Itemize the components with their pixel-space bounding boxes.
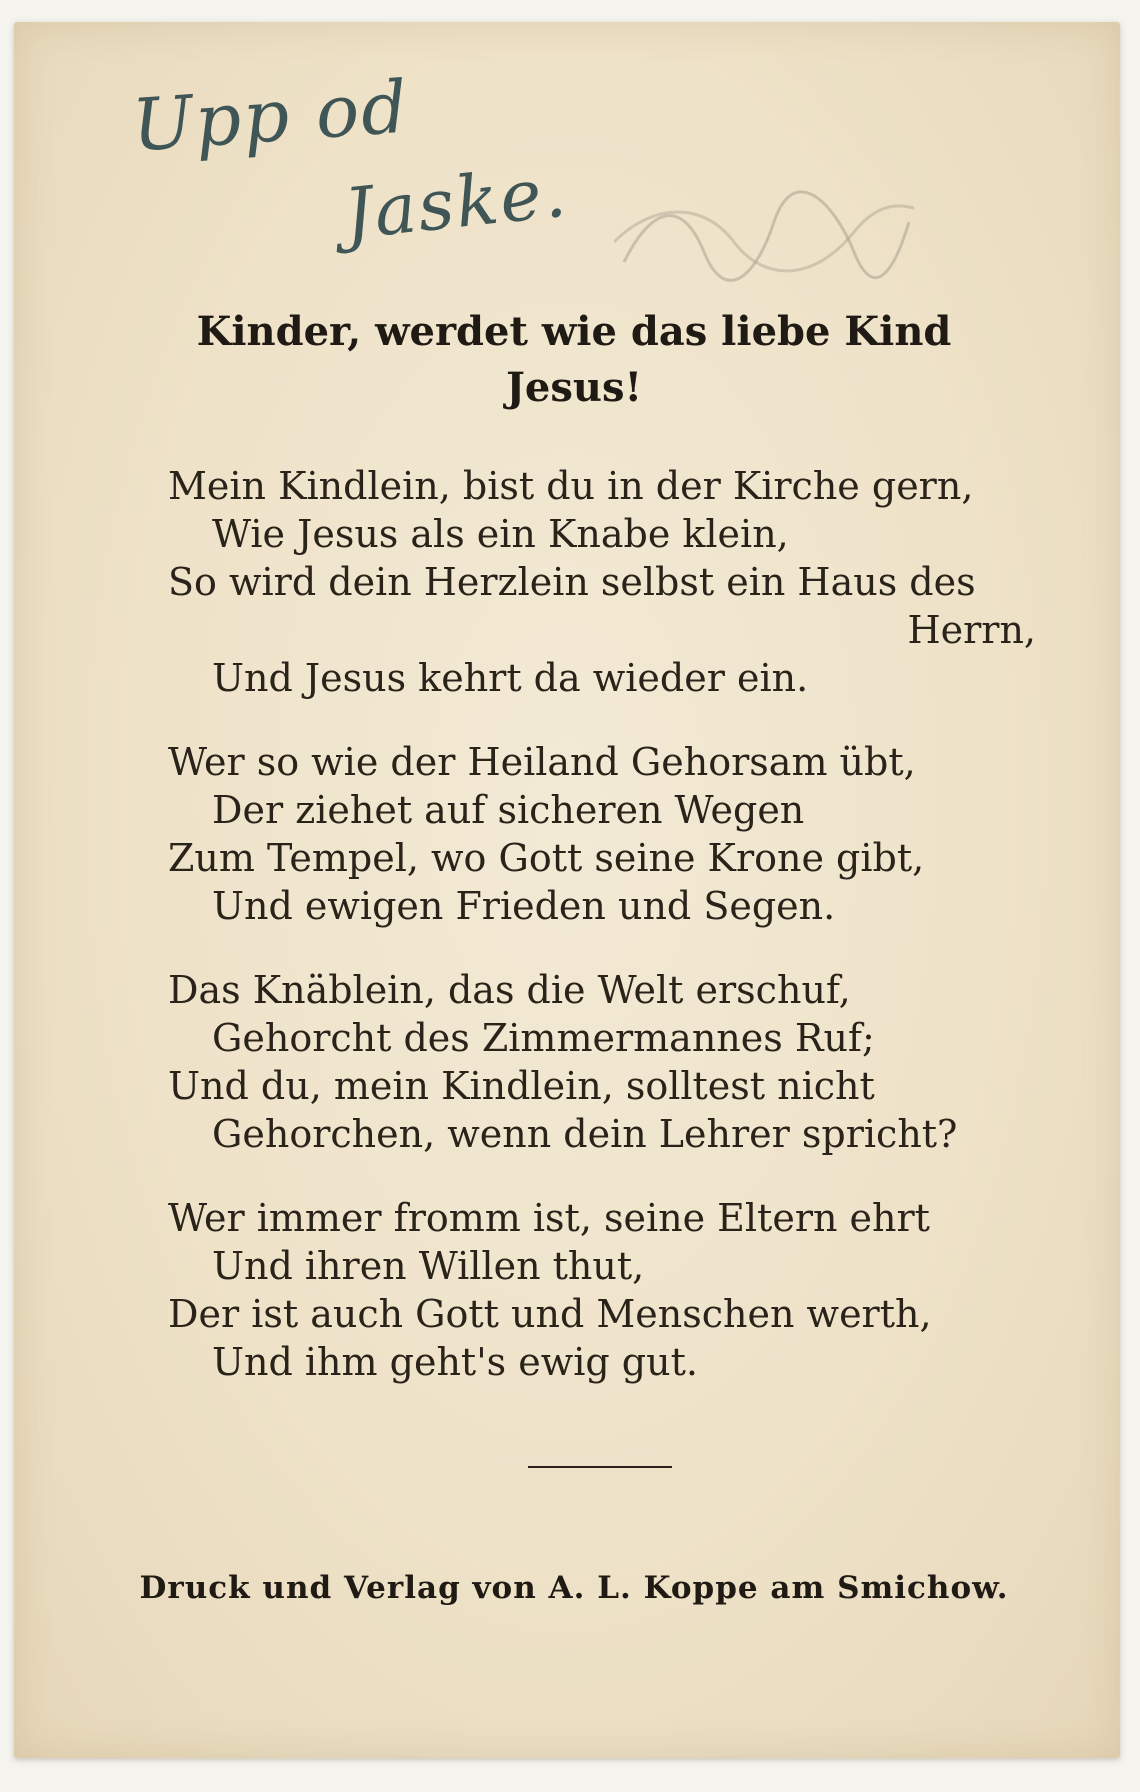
poem-line: Der ziehet auf sicheren Wegen <box>212 788 805 832</box>
poem-line: Zum Tempel, wo Gott seine Krone gibt, <box>168 836 925 880</box>
poem-line: Und ihren Willen thut, <box>212 1244 645 1288</box>
handwritten-annotation <box>14 22 1120 342</box>
poem-line: Gehorcht des Zimmermannes Ruf; <box>212 1016 875 1060</box>
poem-line: Mein Kindlein, bist du in der Kirche gern, <box>168 464 974 508</box>
stanza-4 <box>168 1194 1048 1386</box>
printed-card <box>14 22 1120 1758</box>
poem-line: Und Jesus kehrt da wieder ein. <box>212 656 809 700</box>
poem-line: Das Knäblein, das die Welt erschuf, <box>168 968 851 1012</box>
poem-line: Wer immer fromm ist, seine Eltern ehrt <box>168 1196 930 1240</box>
poem-line: Gehorchen, wenn dein Lehrer spricht? <box>212 1112 958 1156</box>
poem-line: So wird dein Herzlein selbst ein Haus des <box>168 560 976 604</box>
poem-line: Der ist auch Gott und Menschen werth, <box>168 1292 932 1336</box>
poem-line: Und du, mein Kindlein, solltest nicht <box>168 1064 875 1108</box>
title-line-1: Kinder, werdet wie das liebe Kind <box>196 308 952 355</box>
stanza-1 <box>168 462 1048 702</box>
poem-body <box>168 462 1048 1422</box>
divider-rule <box>528 1466 672 1468</box>
poem-line: Und ewigen Frieden und Segen. <box>212 884 836 928</box>
handwritten-line-1: Upp od <box>129 64 412 168</box>
stanza-2 <box>168 738 1048 930</box>
erased-pencil-scribble <box>614 182 914 292</box>
publisher-imprint: Druck und Verlag von A. L. Koppe am Smichow. <box>139 1570 1009 1606</box>
stanza-3 <box>168 966 1048 1158</box>
poem-title <box>74 304 1074 416</box>
handwritten-line-2: Jaske. <box>340 150 572 256</box>
poem-line: Und ihm geht's ewig gut. <box>212 1340 698 1384</box>
poem-line: Herrn, <box>907 608 1036 652</box>
poem-line: Wer so wie der Heiland Gehorsam übt, <box>168 740 916 784</box>
poem-line: Wie Jesus als ein Knabe klein, <box>212 512 789 556</box>
title-line-2: Jesus! <box>505 364 643 411</box>
